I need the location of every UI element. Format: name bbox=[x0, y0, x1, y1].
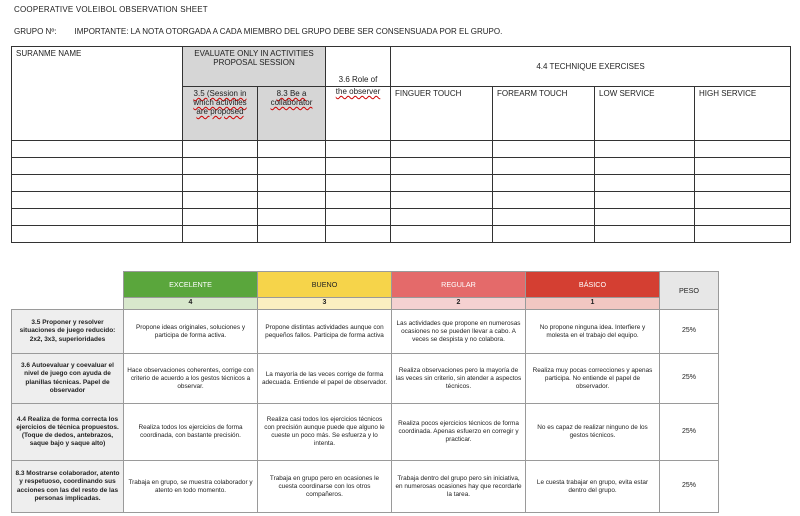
descriptor-cell: Trabaja en grupo pero en ocasiones le cuesta coordinarse con los otros compañeros. bbox=[258, 461, 392, 513]
excelente-header: EXCELENTE bbox=[124, 272, 258, 298]
name-cell[interactable] bbox=[12, 175, 183, 192]
observation-table bbox=[11, 46, 791, 243]
observer-subheader: the observer bbox=[326, 87, 391, 141]
grade-cell[interactable] bbox=[493, 175, 595, 192]
rubric-row bbox=[12, 310, 719, 354]
descriptor-cell: No es capaz de realizar ninguno de los gestos técnicos. bbox=[526, 404, 660, 461]
low-service-header: LOW SERVICE bbox=[595, 87, 695, 141]
descriptor-cell: Las actividades que propone en numerosas ocasiones no se pueden llevar a cabo. A veces se despista y no colabora. bbox=[392, 310, 526, 354]
descriptor-cell: Trabaja en grupo, se muestra colaborador y atento en todo momento. bbox=[124, 461, 258, 513]
grade-cell[interactable] bbox=[695, 141, 791, 158]
criterion-cell: 3.5 Proponer y resolver situaciones de juego reducido: 2x2, 3x3, superioridades bbox=[12, 310, 124, 354]
document-title: COOPERATIVE VOLEIBOL OBSERVATION SHEET bbox=[14, 5, 208, 14]
grade-cell[interactable] bbox=[695, 175, 791, 192]
finger-touch-header: FINGUER TOUCH bbox=[391, 87, 493, 141]
descriptor-cell: Propone distintas actividades aunque con pequeños fallos. Participa de forma activa bbox=[258, 310, 392, 354]
descriptor-cell: La mayoría de las veces corrige de forma adecuada. Entiende el papel de observador. bbox=[258, 354, 392, 404]
grade-cell[interactable] bbox=[595, 226, 695, 243]
grade-cell[interactable] bbox=[493, 192, 595, 209]
table-row bbox=[12, 158, 791, 175]
grade-cell[interactable] bbox=[326, 141, 391, 158]
descriptor-cell: Realiza casi todos los ejercicios técnicos con precisión aunque puede que alguno le cueste un poco más. Se esfuerza y lo intenta. bbox=[258, 404, 392, 461]
grade-cell[interactable] bbox=[183, 175, 258, 192]
grade-cell[interactable] bbox=[695, 192, 791, 209]
name-cell[interactable] bbox=[12, 158, 183, 175]
basico-header: BÁSICO bbox=[526, 272, 660, 298]
name-cell[interactable] bbox=[12, 192, 183, 209]
grade-cell[interactable] bbox=[493, 158, 595, 175]
peso-header: PESO bbox=[660, 272, 719, 310]
descriptor-cell: Realiza observaciones pero la mayoría de las veces sin criterio, sin atender a aspectos técnicos. bbox=[392, 354, 526, 404]
grade-cell[interactable] bbox=[326, 192, 391, 209]
grade-cell[interactable] bbox=[326, 175, 391, 192]
table-row bbox=[12, 141, 791, 158]
table-row bbox=[12, 175, 791, 192]
name-cell[interactable] bbox=[12, 226, 183, 243]
rubric-row bbox=[12, 354, 719, 404]
grade-cell[interactable] bbox=[391, 226, 493, 243]
grade-cell[interactable] bbox=[391, 175, 493, 192]
descriptor-cell: Realiza pocos ejercicios técnicos de forma coordinada. Apenas esfuerzo en corregir y practicar. bbox=[392, 404, 526, 461]
grade-cell[interactable] bbox=[391, 141, 493, 158]
collaborator-83-header: 8.3 Be a collaborator bbox=[258, 87, 326, 141]
grade-cell[interactable] bbox=[258, 175, 326, 192]
rubric-row bbox=[12, 404, 719, 461]
grade-cell[interactable] bbox=[258, 158, 326, 175]
descriptor-cell: Propone ideas originales, soluciones y participa de forma activa. bbox=[124, 310, 258, 354]
grade-cell[interactable] bbox=[258, 226, 326, 243]
grade-cell[interactable] bbox=[258, 209, 326, 226]
grade-cell[interactable] bbox=[493, 226, 595, 243]
grade-cell[interactable] bbox=[595, 192, 695, 209]
grade-cell[interactable] bbox=[326, 158, 391, 175]
score-regular: 2 bbox=[392, 298, 526, 310]
criterion-cell: 8.3 Mostrarse colaborador, atento y respetuoso, coordinando sus acciones con las del resto de las personas implicadas. bbox=[12, 461, 124, 513]
name-cell[interactable] bbox=[12, 141, 183, 158]
technique-header: 4.4 TECHNIQUE EXERCISES bbox=[391, 47, 791, 87]
forearm-touch-header: FOREARM TOUCH bbox=[493, 87, 595, 141]
grade-cell[interactable] bbox=[258, 192, 326, 209]
peso-cell: 25% bbox=[660, 310, 719, 354]
grade-cell[interactable] bbox=[326, 209, 391, 226]
grade-cell[interactable] bbox=[595, 175, 695, 192]
grade-cell[interactable] bbox=[695, 226, 791, 243]
grade-cell[interactable] bbox=[391, 192, 493, 209]
score-basico: 1 bbox=[526, 298, 660, 310]
grade-cell[interactable] bbox=[183, 209, 258, 226]
rubric-table bbox=[11, 271, 719, 513]
session-35-header: 3.5 (Session in which activities are proposed bbox=[183, 87, 258, 141]
descriptor-cell: Realiza muy pocas correcciones y apenas participa. No entiende el papel de observador. bbox=[526, 354, 660, 404]
grade-cell[interactable] bbox=[326, 226, 391, 243]
descriptor-cell: Hace observaciones coherentes, corrige con criterio de acuerdo a los gestos técnicos a observar. bbox=[124, 354, 258, 404]
grade-cell[interactable] bbox=[391, 209, 493, 226]
regular-header: REGULAR bbox=[392, 272, 526, 298]
grade-cell[interactable] bbox=[695, 209, 791, 226]
grade-cell[interactable] bbox=[258, 141, 326, 158]
criterion-cell: 3.6 Autoevaluar y coevaluar el nivel de juego con ayuda de planillas técnicas. Papel de observador bbox=[12, 354, 124, 404]
grade-cell[interactable] bbox=[595, 209, 695, 226]
table-row bbox=[12, 192, 791, 209]
table-row bbox=[12, 209, 791, 226]
grupo-label: GRUPO Nº: bbox=[14, 27, 57, 36]
name-cell[interactable] bbox=[12, 209, 183, 226]
peso-cell: 25% bbox=[660, 461, 719, 513]
grade-cell[interactable] bbox=[183, 141, 258, 158]
peso-cell: 25% bbox=[660, 354, 719, 404]
rubric-row bbox=[12, 461, 719, 513]
score-bueno: 3 bbox=[258, 298, 392, 310]
grade-cell[interactable] bbox=[391, 158, 493, 175]
role-observer-header: 3.6 Role of bbox=[326, 47, 391, 87]
grade-cell[interactable] bbox=[595, 141, 695, 158]
grade-cell[interactable] bbox=[595, 158, 695, 175]
high-service-header: HIGH SERVICE bbox=[695, 87, 791, 141]
grade-cell[interactable] bbox=[695, 158, 791, 175]
descriptor-cell: Le cuesta trabajar en grupo, evita estar dentro del grupo. bbox=[526, 461, 660, 513]
rubric-corner bbox=[12, 272, 124, 310]
peso-cell: 25% bbox=[660, 404, 719, 461]
table-row bbox=[12, 226, 791, 243]
descriptor-cell: Trabaja dentro del grupo pero sin iniciativa, en numerosas ocasiones hay que recordarle la tarea. bbox=[392, 461, 526, 513]
grade-cell[interactable] bbox=[183, 226, 258, 243]
bueno-header: BUENO bbox=[258, 272, 392, 298]
descriptor-cell: Realiza todos los ejercicios de forma coordinada, con bastante precisión. bbox=[124, 404, 258, 461]
surname-name-header: SURANME NAME bbox=[12, 47, 183, 141]
grupo-line bbox=[14, 27, 502, 36]
important-note: IMPORTANTE: LA NOTA OTORGADA A CADA MIEMBRO DEL GRUPO DEBE SER CONSENSUADA POR EL GRUPO. bbox=[74, 27, 503, 36]
grade-cell[interactable] bbox=[493, 141, 595, 158]
grade-cell[interactable] bbox=[493, 209, 595, 226]
criterion-cell: 4.4 Realiza de forma correcta los ejercicios de técnica propuestos. (Toque de dedos, antebrazos, saque bajo y saque alto) bbox=[12, 404, 124, 461]
evaluate-header: EVALUATE ONLY IN ACTIVITIES PROPOSAL SESSION bbox=[183, 47, 326, 87]
grade-cell[interactable] bbox=[183, 192, 258, 209]
score-excelente: 4 bbox=[124, 298, 258, 310]
descriptor-cell: No propone ninguna idea. Interfiere y molesta en el trabajo del equipo. bbox=[526, 310, 660, 354]
grade-cell[interactable] bbox=[183, 158, 258, 175]
